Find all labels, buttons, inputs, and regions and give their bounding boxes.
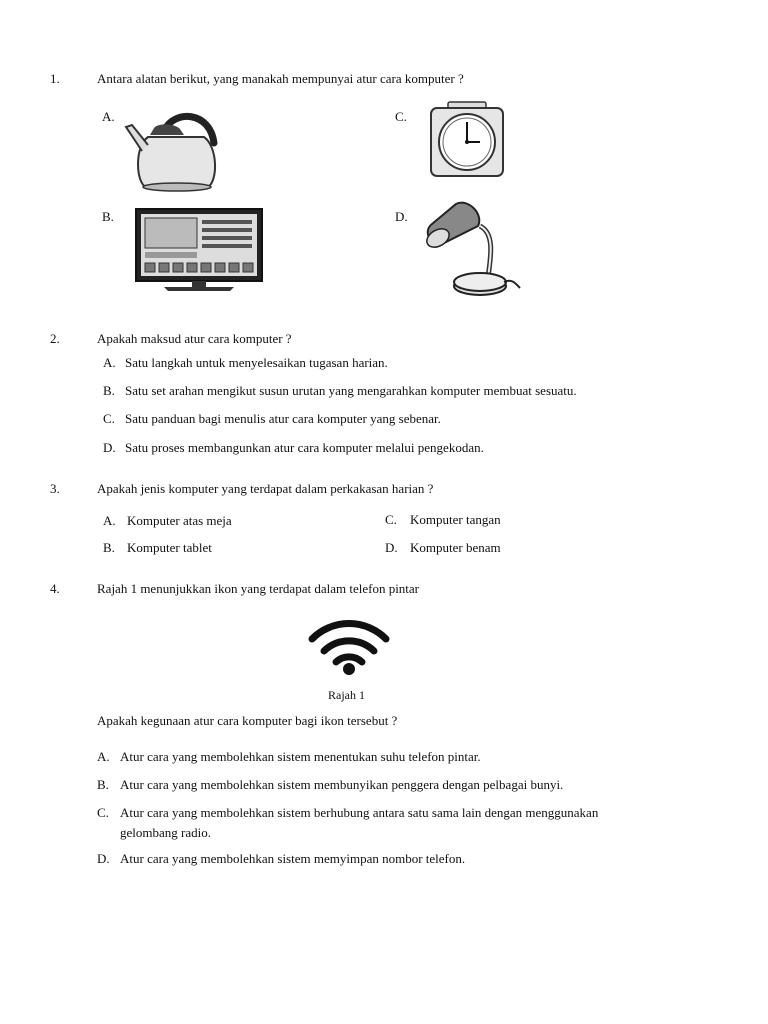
question-number: 1.	[50, 71, 60, 86]
wifi-icon	[308, 617, 390, 677]
option-text: Komputer atas meja	[127, 513, 232, 528]
clock-icon	[428, 100, 506, 180]
option-letter: C.	[395, 109, 407, 124]
option-text: Atur cara yang membolehkan sistem menentukan suhu telefon pintar.	[120, 749, 481, 764]
option-letter: B.	[103, 540, 115, 555]
question-text: Rajah 1 menunjukkan ikon yang terdapat dalam telefon pintar	[97, 581, 420, 596]
television-icon	[134, 207, 264, 295]
option-letter: A.	[103, 513, 116, 528]
option-letter: B.	[103, 383, 115, 398]
option-letter: D.	[103, 440, 116, 455]
option-text: Atur cara yang membolehkan sistem memyimpan nombor telefon.	[120, 851, 466, 866]
option-text-continued: gelombang radio.	[120, 825, 211, 840]
option-letter: C.	[385, 512, 397, 527]
option-text: Satu proses membangunkan atur cara komputer melalui pengekodan.	[125, 440, 484, 455]
option-text: Satu langkah untuk menyelesaikan tugasan harian.	[125, 355, 388, 370]
figure-caption: Rajah 1	[328, 688, 365, 702]
option-letter: D.	[97, 851, 110, 866]
question-number: 2.	[50, 331, 60, 346]
option-letter: A.	[97, 749, 110, 764]
question-text: Apakah maksud atur cara komputer ?	[97, 331, 292, 346]
option-letter: C.	[103, 411, 115, 426]
option-letter: B.	[97, 777, 109, 792]
question-text: Apakah kegunaan atur cara komputer bagi ikon tersebut ?	[97, 713, 398, 728]
option-letter: B.	[102, 209, 114, 224]
option-letter: D.	[385, 540, 398, 555]
question-text: Apakah jenis komputer yang terdapat dalam perkakasan harian ?	[97, 481, 434, 496]
option-letter: C.	[97, 805, 109, 820]
option-letter: D.	[395, 209, 408, 224]
option-text: Satu set arahan mengikut susun urutan yang mengarahkan komputer membuat sesuatu.	[125, 383, 577, 398]
question-number: 4.	[50, 581, 60, 596]
option-text: Satu panduan bagi menulis atur cara komputer yang sebenar.	[125, 411, 441, 426]
option-text: Komputer tangan	[410, 512, 501, 527]
option-text: Atur cara yang membolehkan sistem membunyikan penggera dengan pelbagai bunyi.	[120, 777, 564, 792]
option-text: Komputer benam	[410, 540, 501, 555]
option-letter: A.	[102, 109, 115, 124]
option-letter: A.	[103, 355, 116, 370]
question-text: Antara alatan berikut, yang manakah mempunyai atur cara komputer ?	[97, 71, 464, 86]
option-text: Komputer tablet	[127, 540, 212, 555]
desk-lamp-icon	[420, 200, 525, 302]
option-text: Atur cara yang membolehkan sistem berhubung antara satu sama lain dengan menggunakan	[120, 805, 599, 820]
question-number: 3.	[50, 481, 60, 496]
kettle-icon	[124, 103, 219, 193]
